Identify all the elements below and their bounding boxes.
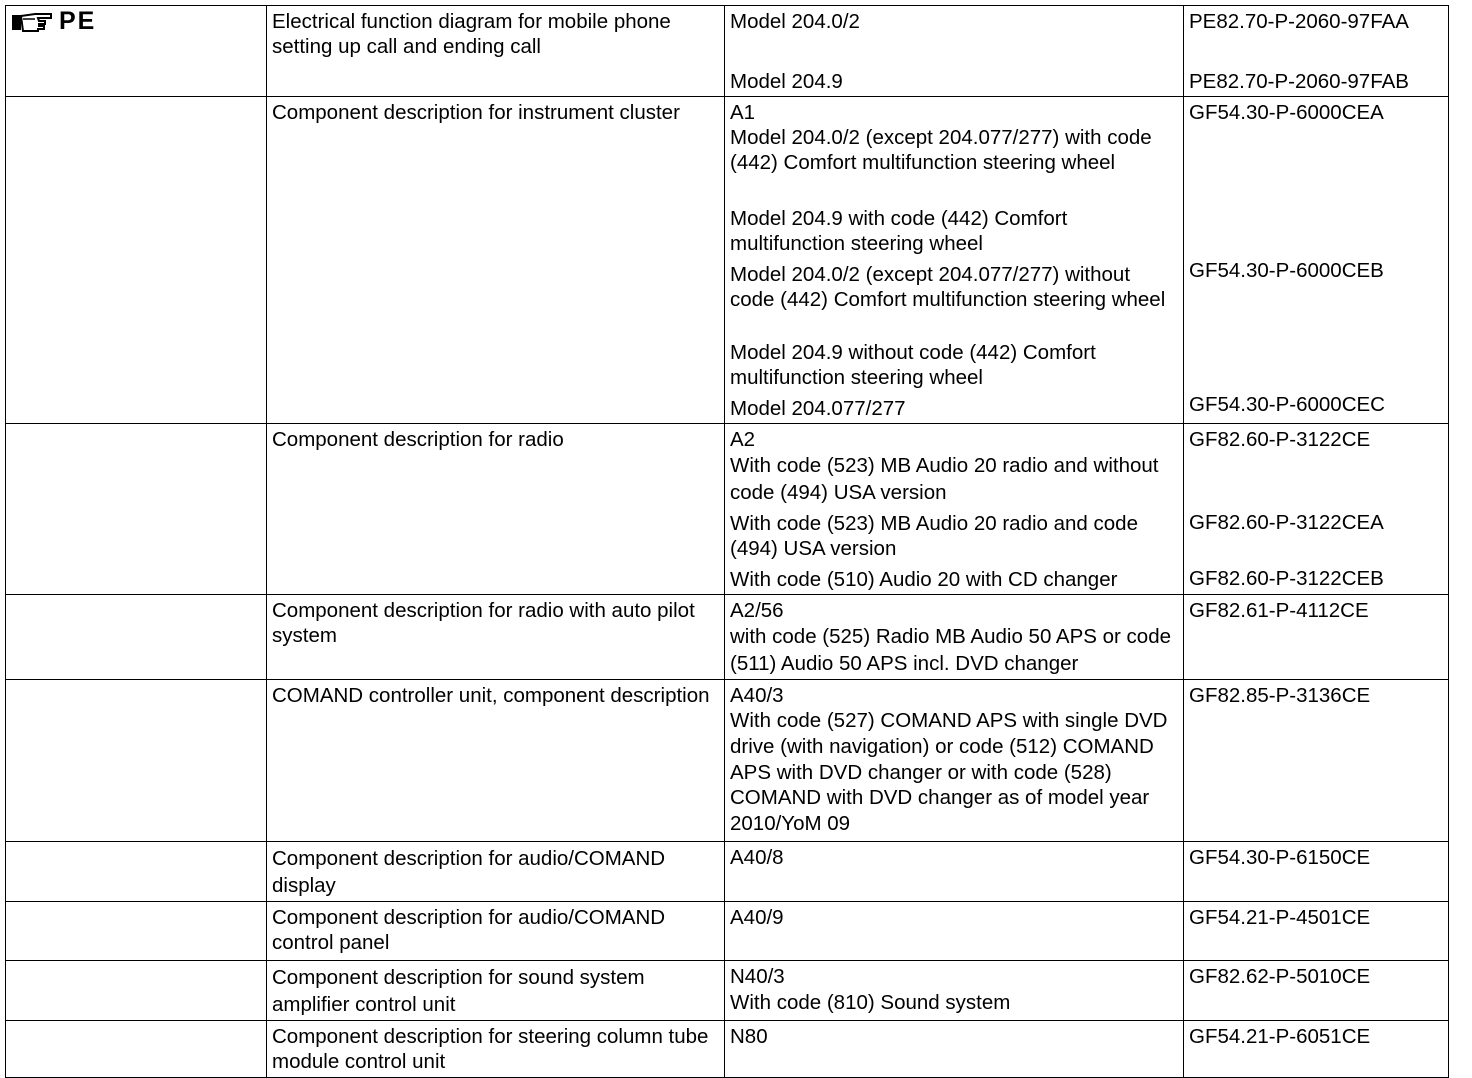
component-id: N40/3 [730,965,785,988]
model-text: With code (810) Sound system [730,991,1011,1014]
model-text: Model 204.0/2 [730,10,860,33]
model-text: Model 204.9 with code (442) Comfort multifunction steering wheel [730,207,1068,255]
description-cell: COMAND controller unit, component description [267,680,725,842]
component-id: A40/9 [730,906,784,929]
component-cell [725,595,1184,680]
component-cell [725,1021,1184,1078]
reference-table [5,5,1449,1078]
document-code-cell [1184,6,1449,97]
model-text: Model 204.9 [730,70,843,93]
component-id: A2/56 [730,599,784,622]
component-id: A40/3 [730,684,784,707]
model-text: Model 204.0/2 (except 204.077/277) with code (442) Comfort multifunction steering wheel [730,126,1152,174]
document-code: GF82.60-P-3122CE [1189,428,1371,451]
model-text: Model 204.9 without code (442) Comfort multifunction steering wheel [730,341,1096,389]
description-cell: Component description for instrument cluster [267,97,725,424]
model-text: Model 204.077/277 [730,397,906,420]
component-cell [725,6,1184,97]
document-code-cell [1184,97,1449,424]
component-id: N80 [730,1025,768,1048]
table-row [6,97,1449,424]
document-code: GF54.30-P-6000CEB [1189,259,1384,282]
table-row [6,595,1449,680]
table-row [6,680,1449,842]
table-row [6,842,1449,902]
document-code-cell [1184,595,1449,680]
model-text: With code (527) COMAND APS with single DVD drive (with navigation) or code (512) COMAND APS with DVD changer or with code (528) COMAND with DVD changer as of model year 2010/YoM 09 [730,709,1168,836]
description-cell: Component description for audio/COMAND display [267,842,725,902]
document-code: GF82.85-P-3136CE [1189,684,1371,707]
document-code-cell [1184,424,1449,595]
component-cell [725,97,1184,424]
model-text: With code (523) MB Audio 20 radio and code (494) USA version [730,512,1138,560]
description-cell: Electrical function diagram for mobile phone setting up call and ending call [267,6,725,97]
table-row [6,6,1449,97]
model-text: With code (510) Audio 20 with CD changer [730,568,1118,591]
document-code: PE82.70-P-2060-97FAA [1189,10,1409,33]
table-row [6,424,1449,595]
document-code: GF82.61-P-4112CE [1189,599,1369,622]
description-cell: Component description for steering column tube module control unit [267,1021,725,1078]
document-code-cell [1184,902,1449,961]
document-code: GF54.30-P-6150CE [1189,846,1371,869]
description-cell: Component description for radio [267,424,725,595]
document-code-cell [1184,961,1449,1021]
component-id: A2 [730,428,756,451]
document-code-cell [1184,680,1449,842]
component-id: A40/8 [730,846,784,869]
component-id: A1 [730,101,756,124]
document-code: GF54.30-P-6000CEA [1189,101,1384,124]
description-cell: Component description for radio with auto pilot system [267,595,725,680]
component-cell [725,842,1184,902]
table-row [6,961,1449,1021]
document-code-cell [1184,842,1449,902]
ref-cell [6,6,267,97]
document-code: GF82.62-P-5010CE [1189,965,1371,988]
description-cell: Component description for audio/COMAND control panel [267,902,725,961]
document-code-cell [1184,1021,1449,1078]
document-code: PE82.70-P-2060-97FAB [1189,70,1409,93]
document-code: GF54.30-P-6000CEC [1189,393,1385,416]
document-code: GF54.21-P-6051CE [1189,1025,1371,1048]
component-cell [725,424,1184,595]
document-code: GF54.21-P-4501CE [1189,906,1371,929]
model-text: with code (525) Radio MB Audio 50 APS or code (511) Audio 50 APS incl. DVD changer [730,625,1172,675]
ref-marker [11,9,261,34]
model-text: Model 204.0/2 (except 204.077/277) without code (442) Comfort multifunction steering wheel [730,263,1166,311]
component-cell [725,961,1184,1021]
component-cell [725,680,1184,842]
table-row [6,1021,1449,1078]
pointing-hand-icon [11,11,53,33]
document-code: GF82.60-P-3122CEB [1189,567,1384,590]
table-row [6,902,1449,961]
model-text: With code (523) MB Audio 20 radio and without code (494) USA version [730,454,1159,504]
description-cell: Component description for sound system amplifier control unit [267,961,725,1021]
document-code: GF82.60-P-3122CEA [1189,511,1384,534]
component-cell [725,902,1184,961]
ref-label: PE [59,7,97,35]
